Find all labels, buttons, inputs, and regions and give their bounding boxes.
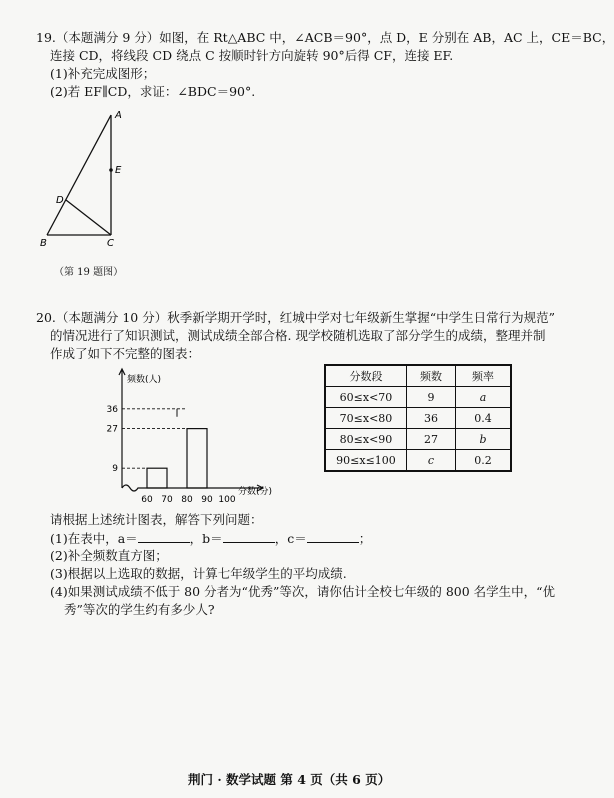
q19-figure [36, 104, 146, 254]
table-row [325, 387, 511, 408]
y-tick-label: 27 [106, 424, 118, 435]
q20-part1-text: ，c＝ [274, 531, 307, 546]
answer-blank-a[interactable] [138, 530, 190, 543]
q19-stem-line2: 连接 CD，将线段 CD 绕点 C 按顺时针方向旋转 90°后得 CF，连接 EF. [50, 48, 454, 63]
q20-part4-line1: (4)如果测试成绩不低于 80 分者为“优秀”等次，请你估计全校七年级的 800 名学生中，“优 [50, 584, 556, 599]
y-tick-label: 9 [112, 464, 118, 475]
q20-part1-text: ； [358, 531, 372, 546]
x-axis-label: 分数(分) [238, 487, 273, 497]
x-tick-label: 70 [161, 495, 173, 505]
q19-stem-line1: 19.（本题满分 9 分）如图，在 Rt△ABC 中，∠ACB＝90°，点 D，E 分别在 AB，AC 上，CE＝BC， [36, 30, 614, 45]
table-header: 频数 [407, 365, 456, 387]
frequency-histogram [80, 362, 290, 508]
y-axis-label: 频数(人) [127, 375, 162, 385]
table-cell: 9 [407, 387, 456, 408]
table-cell: a [456, 387, 512, 408]
y-tick-label: 36 [106, 404, 118, 415]
segment-ab [47, 115, 111, 235]
q20-part3: (3)根据以上选取的数据，计算七年级学生的平均成绩. [50, 566, 347, 581]
q20-stem-line2: 的情况进行了知识测试，测试成绩全部合格. 现学校随机选取了部分学生的成绩，整理并制 [50, 328, 546, 343]
page-footer: 荆门 · 数学试题 第 4 页（共 6 页） [188, 772, 391, 787]
label-e: E [115, 165, 122, 176]
label-b: B [40, 238, 47, 249]
q19-caption: （第 19 题图） [54, 267, 124, 278]
q20-stem-line3: 作成了如下不完整的图表： [50, 346, 201, 361]
table-header: 分数段 [325, 365, 407, 387]
x-tick-label: 80 [181, 495, 193, 505]
q20-part1-text: ，b＝ [189, 531, 223, 546]
q19-part1: (1)补充完成图形； [50, 66, 156, 81]
q19-part2: (2)若 EF∥CD，求证：∠BDC＝90°. [50, 84, 256, 99]
table-cell: b [456, 429, 512, 450]
label-c: C [107, 238, 114, 249]
point-e [109, 168, 113, 172]
table-header-row [325, 365, 511, 387]
table-header: 频率 [456, 365, 512, 387]
label-a: A [115, 110, 122, 121]
q20-instruction: 请根据上述统计图表，解答下列问题： [50, 512, 263, 527]
q20-part1-text: (1)在表中，a＝ [50, 531, 138, 546]
q20-part2: (2)补全频数直方图； [50, 548, 168, 563]
table-cell: 70≤x<80 [325, 408, 407, 429]
answer-blank-c[interactable] [307, 530, 359, 543]
table-row [325, 450, 511, 472]
segment-cd [66, 200, 111, 235]
table-cell: 0.2 [456, 450, 512, 472]
histogram-bar [147, 468, 167, 488]
table-cell: 80≤x<90 [325, 429, 407, 450]
table-cell: 36 [407, 408, 456, 429]
table-cell: c [407, 450, 456, 472]
x-tick-label: 100 [218, 495, 236, 505]
table-row [325, 429, 511, 450]
label-d: D [56, 195, 64, 206]
answer-blank-b[interactable] [223, 530, 275, 543]
q20-part4-line2: 秀”等次的学生约有多少人? [64, 602, 215, 617]
x-tick-label: 90 [201, 495, 213, 505]
table-cell: 60≤x<70 [325, 387, 407, 408]
histogram-bar [187, 429, 207, 488]
table-cell: 90≤x≤100 [325, 450, 407, 472]
q20-part1 [50, 530, 371, 547]
table-cell: 27 [407, 429, 456, 450]
table-cell: 0.4 [456, 408, 512, 429]
frequency-table [324, 364, 512, 472]
x-tick-label: 60 [141, 495, 153, 505]
table-row [325, 408, 511, 429]
q20-stem-line1: 20.（本题满分 10 分）秋季新学期开学时，红城中学对七年级新生掌握“中学生日常行为规范” [36, 310, 556, 325]
